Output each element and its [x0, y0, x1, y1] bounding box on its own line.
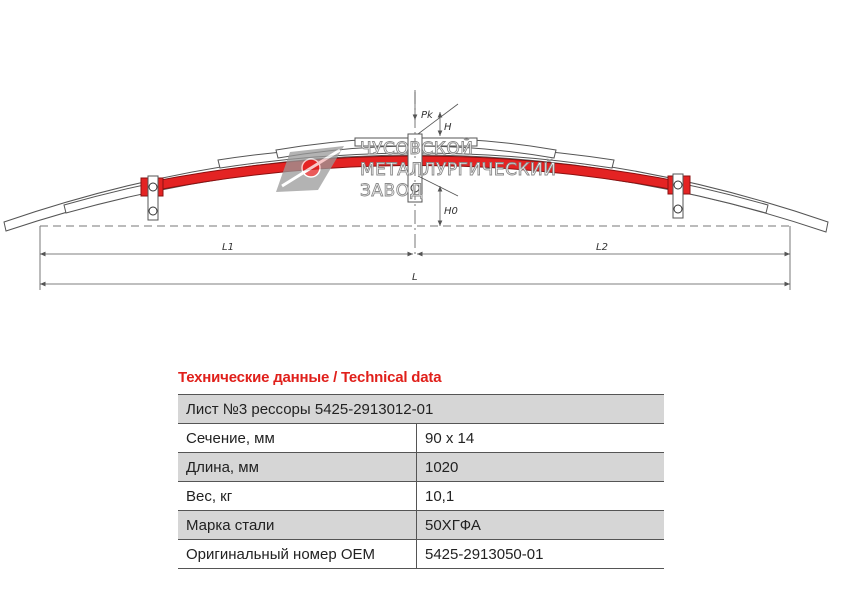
table-row [178, 482, 664, 511]
row-label: Длина, мм [178, 453, 417, 482]
right-clip [668, 174, 690, 218]
table-row [178, 453, 664, 482]
label-l: L [412, 272, 418, 283]
row-value: 90 x 14 [417, 424, 665, 453]
row-value: 5425-2913050-01 [417, 540, 665, 569]
row-label: Марка стали [178, 511, 417, 540]
table-row [178, 424, 664, 453]
table-header: Лист №3 рессоры 5425-2913012-01 [178, 395, 664, 424]
watermark-line1: ЧУСОВСКОЙ [360, 139, 474, 159]
watermark-line2: МЕТАЛЛУРГИЧЕСКИЙ [360, 160, 557, 180]
label-l1: L1 [222, 242, 234, 253]
watermark-line3: ЗАВОД [360, 181, 424, 201]
table-header-row [178, 395, 664, 424]
row-label: Оригинальный номер OEM [178, 540, 417, 569]
tech-data-title: Технические данные / Technical data [178, 369, 442, 386]
spec-table [178, 394, 664, 569]
label-l2: L2 [596, 242, 608, 253]
row-value: 10,1 [417, 482, 665, 511]
row-value: 50ХГФА [417, 511, 665, 540]
left-clip [141, 176, 163, 220]
row-label: Сечение, мм [178, 424, 417, 453]
label-load: Pk [421, 110, 433, 121]
row-label: Вес, кг [178, 482, 417, 511]
label-height0: H0 [444, 206, 458, 217]
row-value: 1020 [417, 453, 665, 482]
table-row [178, 511, 664, 540]
table-row [178, 540, 664, 569]
label-height: H [444, 122, 452, 133]
